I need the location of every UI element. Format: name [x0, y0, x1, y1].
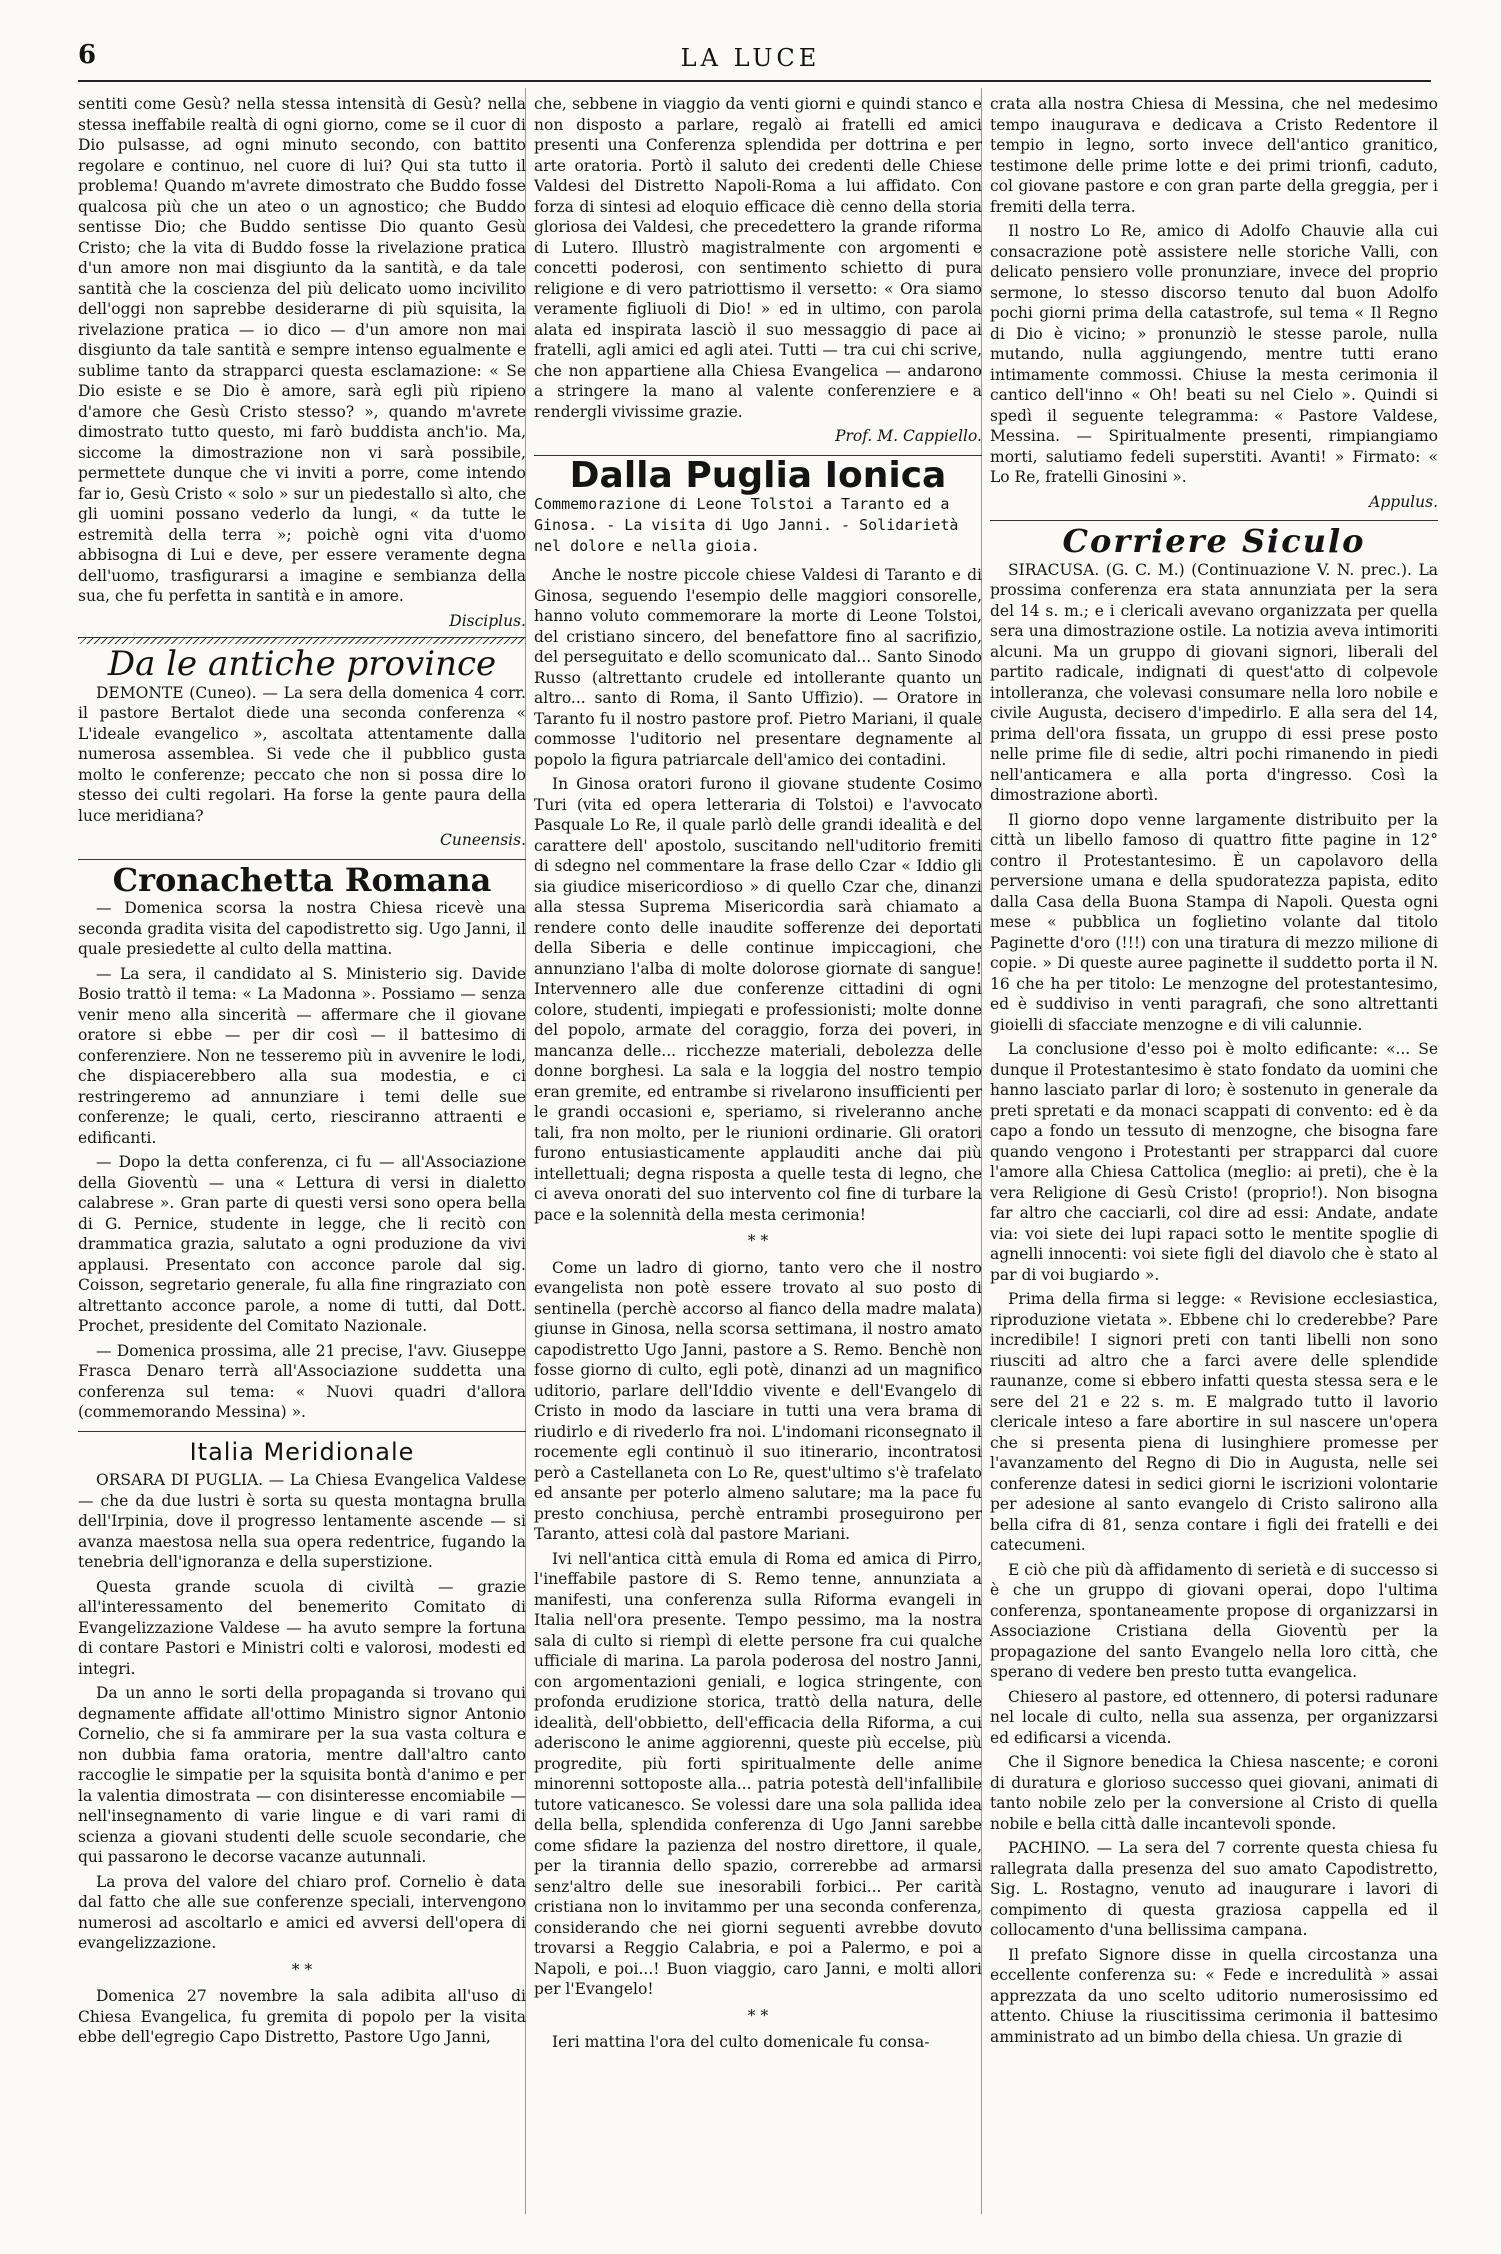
paragraph: crata alla nostra Chiesa di Messina, che nel medesimo tempo inaugurava e dedicava a Cristo Redentore il tempio in legno, sorto invece dell'antico granitico, testimone delle prime lotte e dei primi trionfi, caduto, col giovane pastore e con gran parte della greggia, per i fremiti della terra. — [990, 95, 1438, 216]
paragraph: ORSARA DI PUGLIA. — La Chiesa Evangelica Valdese — che da due lustri è sorta su questa montagna brulla dell'Irpinia, dove il progresso lentamente ascende — si avanza maestosa nella sua opera redentrice, fugando la tenebria dell'ignoranza e della superstizione. — [78, 1471, 526, 1571]
page-header — [0, 0, 1501, 80]
paragraph: — Dopo la detta conferenza, ci fu — all'Associazione della Gioventù — una « Lettura di versi in dialetto calabrese ». Gran parte di questi versi sono opera bella di G. Pernice, studente in legge, che li recitò con drammatica grazia, salutato a ogni produzione da vivi applausi. Presentato con acconce parole dal sig. Coisson, segretario generale, fu alla fine ringraziato con altrettanto acconce parole, a nome di tutti, dal Dott. Prochet, presidente del Comitato Nazionale. — [78, 1153, 526, 1335]
header-rule — [78, 80, 1431, 82]
section-heading: Cronachetta Romana — [112, 860, 492, 899]
paragraph: — La sera, il candidato al S. Ministerio sig. Davide Bosio trattò il tema: « La Madonna ». Possiamo — senza venir meno alla sincerità — affermare che il giovane oratore si ebbe — per dir così — il battesimo di conferenziere. Non ne tesseremo più in avvenire le lodi, che dispiacerebbero alla sua modestia, e ci restringeremo ad annunziare i temi delle sue conferenze; le quali, certo, riesciranno attraenti e edificanti. — [78, 964, 526, 1147]
section-stars: * * — [291, 1960, 313, 1979]
newspaper-title: LA LUCE — [680, 44, 821, 72]
signature: Cuneensis. — [440, 831, 526, 849]
page-number: 6 — [78, 40, 97, 70]
section-heading: Corriere Siculo — [1062, 522, 1366, 560]
signature: Prof. M. Cappiello. — [835, 427, 982, 445]
paragraph: DEMONTE (Cuneo). — La sera della domenica 4 corr. il pastore Bertalot diede una seconda conferenza « L'ideale evangelico », ascoltata attentamente dalla numerosa assemblea. Si vede che il pubblico gusta molto le conferenze; peccato che non si possa dire lo stesso dei culti regolari. Ha forse la gente paura della luce meridiana? — [78, 683, 526, 825]
section-divider — [78, 637, 526, 644]
paragraph: Il nostro Lo Re, amico di Adolfo Chauvie alla cui consacrazione potè assistere nelle storiche Valli, con delicato pensiero volle pronunziare, invece del proprio sermone, lo stesso discorso tenuto dal buon Adolfo pochi giorni prima della catastrofe, sul tema « Il Regno di Dio è vicino; » pronunziò le stesse parole, nulla mutando, nulla aggiungendo, mentre tutti erano intimamente commossi. Chiuse la mesta cerimonia il cantico dell'inno « Oh! beati su nel Cielo ». Quindi si spedì il seguente telegramma: « Pastore Valdese, Messina. — Spiritualmente presenti, rimpiangiamo morti, salutiamo fedeli superstiti. Avanti! » Firmato: « Lo Re, fratelli Ginosini ». — [990, 222, 1438, 486]
signature: Appulus. — [1369, 492, 1438, 511]
paragraph: In Ginosa oratori furono il giovane studente Cosimo Turi (vita ed opera letteraria di Tolstoi) e l'avvocato Pasquale Lo Re, il quale parlò delle grandi idealità e del carattere dell' apostolo, suscitando nell'uditorio fremiti di sdegno nel commentare la frase dello Czar « Iddio gli sia giudice misericordioso » di quello Czar che, dinanzi alla stessa Suprema Misericordia sarà chiamato a rendere conto delle inaudite sofferenze dei deportati della Siberia e delle continue impiccagioni, che annunziano l'alba di molte dolorose giornate di sangue! Intervennero alle due conferenze cittadini di ogni colore, studenti, impiegati e professionisti; molte donne del popolo, armate del coraggio, forza dei poveri, in mancanza delle... ricchezze materiali, debolezza delle donne borghesi. La sala e la loggia del nostro tempio eran gremite, ed entrambe si rivelarono insufficienti per le grandi occasioni e, speriamo, si riveleranno anche tali, fra non molto, per le riunioni ordinarie. Gli oratori furono entusiasticamente applauditi anche dai più intellettuali; degna risposta a quelle testa di legno, che ci aveva onorati del suo intervento col fine di turbare la pace e la solennità della mesta cerimonia! — [534, 775, 982, 1224]
paragraph: La conclusione d'esso poi è molto edificante: «... Se dunque il Protestantesimo è stato fondato da uomini che hanno lasciato parlar di loro; è sostenuto in generale da preti spretati e da monaci scappati di convento: ed è da capo a fondo un tessuto di menzogne, che bisogna fare quando vengono i Protestanti per strapparci dal cuore l'amore alla Chiesa Cattolica (meglio: ai preti), che è la vera Religione di Gesù Cristo! (proprio!). Non bisogna far altro che cacciarli, col dire ad essi: Andate, andate via: voi siete dei lupi rapaci sotto le mentite spoglie di agnelli innocenti: voi siete figli del diavolo che è stato al par di voi bugiardo ». — [990, 1040, 1438, 1284]
section-divider — [78, 1431, 526, 1432]
paragraph: sentiti come Gesù? nella stessa intensità di Gesù? nella stessa ineffabile realtà di ogni giorno, come se il cuor di Dio pulsasse, ad ogni minuto secondo, con battito regolare e continuo, nel cuore di lui? Qui sta tutto il problema! Quando m'avrete dimostrato che Buddo fosse qualcosa più che un ateo o un agnostico; che Buddo sentisse Dio; che Buddo sentisse Dio quanto Gesù Cristo; che la vita di Buddo fosse la rivelazione pratica d'un amore non mai disgiunto da la santità, e da tale santità che la coscienza del più delicato uomo incivilito dell'oggi non saprebbe desiderarne di più squisita, la rivelazione pratica — io dico — d'un amore non mai disgiunto da tale santità e sempre intenso egualmente e sublime tanto da strapparci questa esclamazione: « Se Dio esiste e se Dio è amore, sarà egli più ripieno d'amore che Gesù Cristo stesso? », quando m'avrete dimostrato tutto questo, mi farò buddista anch'io. Ma, siccome la dimostrazione non vi sarà possibile, permettete dunque che vi inviti a porre, come intendo far io, Gesù Cristo « solo » sur un piedestallo sì alto, che gli uomini possano vederlo da lungi, « da tutte le estremità della terra »; poichè ogni vita d'uomo abbisogna di Lui e deve, per essere veramente degna dell'uomo, trasfigurarsi a imagine e sembianza della sua, che fu perfetta in santità e in amore. — [78, 95, 526, 605]
paragraph: Questa grande scuola di civiltà — grazie all'interessamento del benemerito Comitato di Evangelizzazione Valdese — ha avuto sempre la fortuna di contare Pastori e Ministri colti e valorosi, modesti ed integri. — [78, 1577, 526, 1678]
paragraph: Il giorno dopo venne largamente distribuito per la città un libello famoso di quattro fitte pagine in 12° contro il Protestantesimo. È un capolavoro della perversione umana e della spudoratezza papista, edito dalla Casa della Buona Stampa di Napoli. Questa ogni mese « pubblica un foglietino volante dal titolo Paginette d'oro (!!!) con una tiratura di mezzo milione di copie. » Di queste auree paginette il suddetto porta il N. 16 che ha per titolo: Le menzogne del protestantesimo, ed è suddiviso in venti paragrafi, che sono altrettanti gioielli di sfacciate menzogne e di vili calunnie. — [990, 810, 1438, 1034]
paragraph: Anche le nostre piccole chiese Valdesi di Taranto e di Ginosa, seguendo l'esempio delle maggiori consorelle, hanno voluto commemorare la morte di Leone Tolstoi, del cristiano sincero, del benefattore fino al sacrifizio, del perseguitato e dello scomunicato dal... Santo Sinodo Russo (altrettanto crudele ed intollerante quanto un altro... santo di Roma, il Santo Uffizio). — Oratore in Taranto fu il nostro pastore prof. Pietro Mariani, il quale commosse l'uditorio nel presentare degnamente al popolo la figura patriarcale dell'amico dei contadini. — [534, 566, 982, 769]
section-stars: * * — [747, 1232, 769, 1250]
signature: Disciplus. — [449, 611, 526, 630]
section-divider — [990, 520, 1438, 521]
paragraph: Il prefato Signore disse in quella circostanza una eccellente conferenza su: « Fede e incredulità » assai apprezzata da uno scelto uditorio numerosissimo ed attento. Chiuse la riuscitissima cerimonia il battesimo amministrato ad un bimbo della chiesa. Un grazie di — [990, 1945, 1438, 2046]
column-2 — [534, 94, 982, 2224]
section-heading: Da le antiche province — [107, 644, 497, 684]
paragraph: Come un ladro di giorno, tanto vero che il nostro evangelista non potè essere trovato al suo posto di sentinella (perchè accorso al fianco della madre malata) giunse in Ginosa, nella scorsa settimana, il nostro amato capodistretto Ugo Janni, pastore a S. Remo. Benchè non fosse giorno di culto, egli potè, dinanzi ad un magnifico uditorio, parlare dell'Iddio vivente e dell'Evangelo di Cristo in modo da lasciare in tutti una vera brama di riudirlo e di rivederlo fra noi. L'indomani riconsegnato il rocemente egli continuò il suo itinerario, incontratosi però a Castellaneta con Lo Re, quest'ultimo s'è trafelato ed ansante per poterlo almeno salutare; ma la pace fu presto conchiusa, perchè entrambi proseguirono per Taranto, attesi colà dal pastore Mariani. — [534, 1258, 982, 1543]
paragraph: — Domenica prossima, alle 21 precise, l'avv. Giuseppe Frasca Denaro terrà all'Associazione suddetta una conferenza sul tema: « Nuovi quadri d'allora (commemorando Messina) ». — [78, 1341, 526, 1421]
paragraph: — Domenica scorsa la nostra Chiesa ricevè una seconda gradita visita del capodistretto sig. Ugo Janni, il quale presiedette al culto della mattina. — [78, 899, 526, 958]
paragraph: che, sebbene in viaggio da venti giorni e quindi stanco e non disposto a parlare, regalò ai fratelli ed amici presenti una Conferenza splendida per dottrina e per arte oratoria. Portò il saluto dei credenti delle Chiese Valdesi del Distretto Napoli-Roma a lui affidato. Con forza di sintesi ad eloquio efficace diè cenno della storia gloriosa dei Valdesi, che precedettero la grande riforma di Lutero. Illustrò magistralmente con argomenti e concetti poderosi, con sentimento schietto di pura religione e di vero patriottismo il versetto: « Ora siamo veramente figliuoli di Dio! » ed in ultimo, con parola alata ed inspirata lasciò il suo messaggio di pace ai fratelli, agli amici ed agli atei. Tutti — tra cui chi scrive, che non appartiene alla Chiesa Evangelica — andarono a stringere la mano al valente conferenziere e a rendergli vivissime grazie. — [534, 95, 982, 421]
paragraph: Da un anno le sorti della propaganda si trovano qui degnamente affidate all'ottimo Ministro signor Antonio Cornelio, che si fa ammirare per la sua vasta coltura e non dubbia fama oratoria, mentre dall'altro canto raccoglie le simpatie per la squisita bontà d'animo e per la valentia dimostrata — con disinteresse encomiabile — nell'insegnamento di varie lingue e di vari rami di scienza a giovani studenti delle scuole secondarie, che qui passarono le decorse vacanze autunnali. — [78, 1684, 526, 1866]
section-heading: Dalla Puglia Ionica — [569, 454, 947, 496]
paragraph: Ieri mattina l'ora del culto domenicale fu consa- — [552, 2033, 930, 2051]
paragraph: La prova del valore del chiaro prof. Cornelio è data dal fatto che alle sue conferenze speciali, intervengono numerosi ad ascoltarlo e amici ed avversi dell'opera di evangelizzazione. — [78, 1872, 526, 1952]
column-1 — [78, 94, 526, 2224]
paragraph: Ivi nell'antica città emula di Roma ed amica di Pirro, l'ineffabile pastore di S. Remo tenne, annunziata a manifesti, una conferenza sulla Riforma evangeli in Italia nell'ora presente. Tempo pessimo, ma la nostra sala di culto si riempì di elette persone fra cui qualche ufficiale di marina. La parola poderosa del nostro Janni, con argomentazioni geniali, e logica stringente, con profonda erudizione storica, trattò della natura, delle idealità, dell'obbietto, dell'efficacia della Riforma, a cui aderiscono le anime aggiorenni, queste più eccelse, più progredite, più forti spiritualmente delle anime minorenni sottoposte alla... patria potestà dell'infallibile tutore vaticanesco. Se volessi dare una sola pallida idea della bella, splendida conferenza di Ugo Janni sarebbe come sfidare la pazienza del nostro direttore, il quale, per la tirannia dello spazio, correrebbe ad armarsi senz'altro delle sue inesorabili forbici... Per carità cristiana non lo invitammo per una seconda conferenza, considerando che nei giorni seguenti avrebbe dovuto trovarsi a Reggio Calabria, e poi a Palermo, e poi a Napoli, e poi...! Buon viaggio, caro Janni, e molti allori per l'Evangelo! — [534, 1549, 982, 1998]
section-heading: Italia Meridionale — [189, 1437, 415, 1466]
paragraph: Che il Signore benedica la Chiesa nascente; e coroni di duratura e glorioso successo quei giovani, animati di tanto nobile zelo per la conversione al Cristo di quella nobile e bella città dalle incantevoli sponde. — [990, 1753, 1438, 1833]
section-subheading: Commemorazione di Leone Tolstoi a Taranto ed a Ginosa. - La visita di Ugo Janni. - Solidarietà nel dolore e nella gioia. — [534, 495, 959, 555]
paragraph: Prima della firma si legge: « Revisione ecclesiastica, riproduzione vietata ». Ebbene chi lo crederebbe? Pare incredibile! I signori preti con tanti libelli non sono riusciti ad altro che a farci avere delle splendide raunanze, come si ebbero infatti questa stessa sera e le sere del 21 e 22 s. m. E malgrado tutto il lavorio clericale inteso a fare abortire in sul nascere un'opera che si presenta piena di lusinghiere promesse per l'avanzamento del Regno di Dio in Augusta, nelle sei conferenze datesi in sedici giorni le iscrizioni volontarie per adesione al santo evangelo di Cristo salirono alla bella cifra di 81, senza contare i figli dei fratelli e dei catecumeni. — [990, 1290, 1438, 1554]
section-divider — [78, 859, 526, 860]
paragraph: Domenica 27 novembre la sala adibita all'uso di Chiesa Evangelica, fu gremita di popolo per la visita ebbe dell'egregio Capo Distretto, Pastore Ugo Janni, — [78, 1987, 526, 2046]
paragraph: E ciò che più dà affidamento di serietà e di successo si è che un gruppo di giovani operai, dopo l'ultima conferenza, spontaneamente propose di organizzarsi in Associazione Cristiana della Gioventù per la propagazione del santo Evangelo nella loro città, che sperano di vedere ben presto tutta evangelica. — [990, 1560, 1438, 1681]
paragraph: SIRACUSA. (G. C. M.) (Continuazione V. N. prec.). La prossima conferenza era stata annunziata per la sera del 14 s. m.; e i clericali avevano organizzata per quella sera una dimostrazione ostile. La notizia aveva intimoriti alcuni. Ma un gruppo di giovani signori, liberali del partito radicale, indignati di quest'atto di colpevole intolleranza, che volevasi consumare nella loro nobile e civile Augusta, decisero d'impedirlo. E alla sera del 14, prima dell'ora fissata, un gruppo di essi prese posto nelle prime file di sedie, altri pochi rimanendo in piedi nell'anticamera e alla porta d'ingresso. Così la dimostrazione abortì. — [990, 560, 1438, 804]
section-stars: * * — [747, 2006, 769, 2025]
paragraph: PACHINO. — La sera del 7 corrente questa chiesa fu rallegrata dalla presenza del suo amato Capodistretto, Sig. L. Rostagno, venuto ad inaugurare i lavori di compimento di questa graziosa cappella ed il collocamento d'una bellissima campana. — [990, 1839, 1438, 1939]
column-3 — [990, 94, 1438, 2224]
paragraph: Chiesero al pastore, ed ottennero, di potersi radunare nel locale di culto, nella sua assenza, per organizzarsi ed edificarsi a vicenda. — [990, 1687, 1438, 1747]
